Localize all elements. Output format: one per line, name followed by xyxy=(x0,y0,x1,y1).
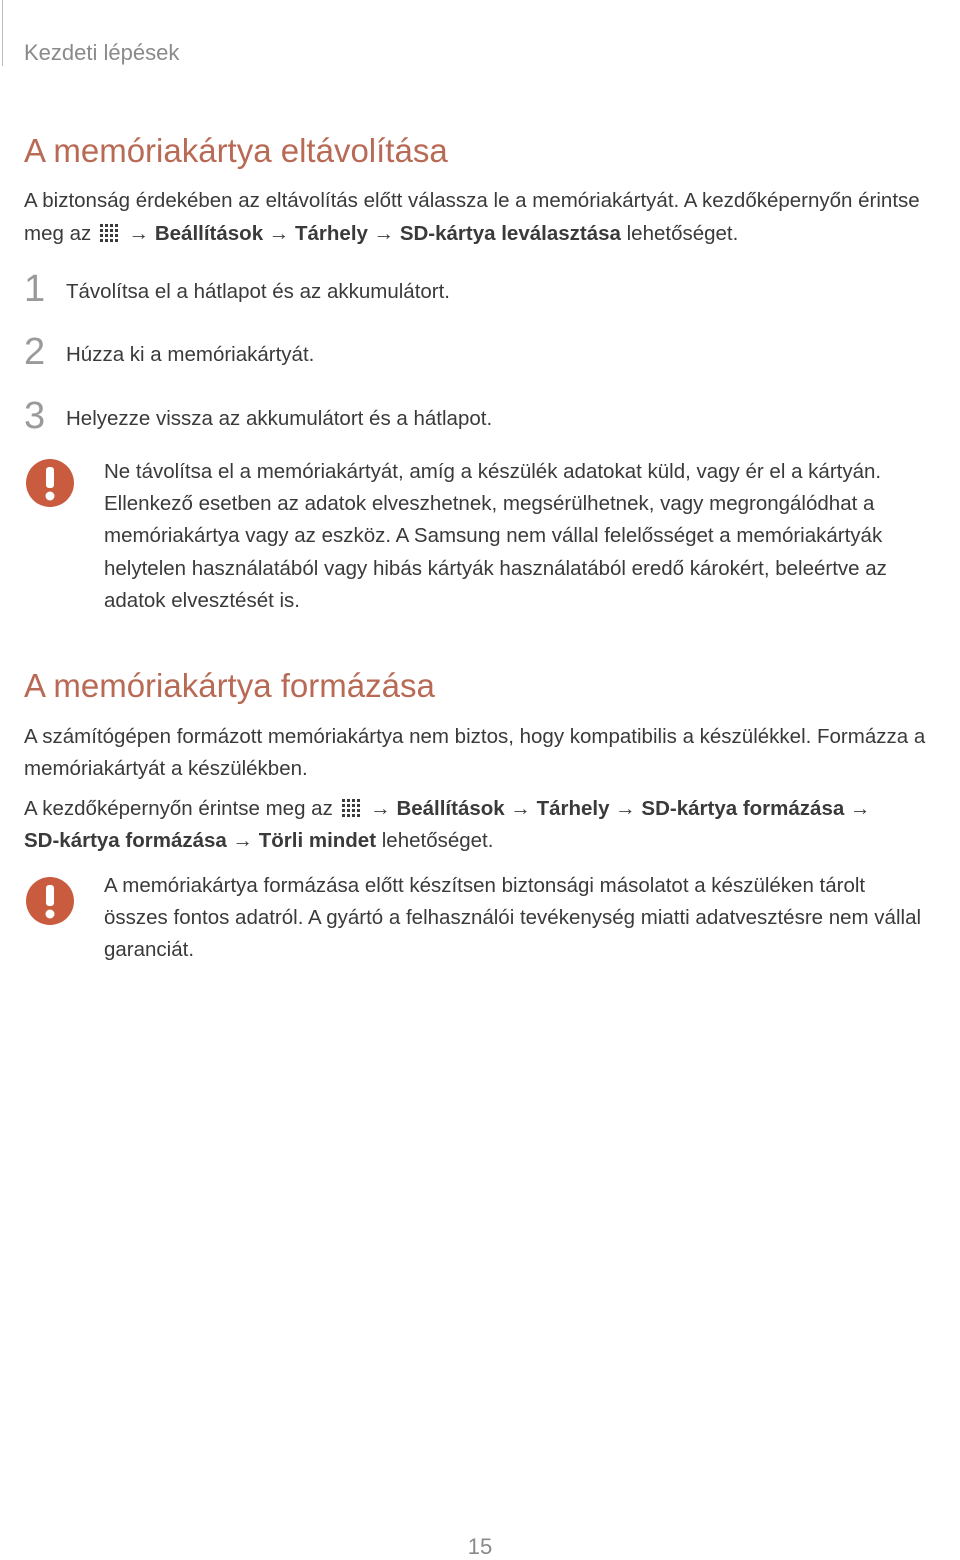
path-suffix: lehetőséget. xyxy=(381,829,494,852)
path-erase-all: Törli mindet xyxy=(258,829,377,852)
path-unmount: SD-kártya leválasztása xyxy=(399,222,621,245)
section2-intro-line2: memóriakártyát a készülékben. xyxy=(24,757,308,780)
step-text: Húzza ki a memóriakártyát. xyxy=(66,343,315,366)
warning-text-remove xyxy=(104,456,887,617)
intro-prefix: meg az xyxy=(24,222,92,245)
warning-line: összes fontos adatról. A gyártó a felhasználói tevékenység miatti adatvesztésre nem vállal xyxy=(104,906,922,930)
warning-line: adatok elvesztését is. xyxy=(104,588,300,612)
path-prefix: A kezdőképernyőn érintse meg az xyxy=(24,797,333,820)
warning-line: garanciát. xyxy=(104,938,195,962)
apps-grid-icon xyxy=(99,220,119,240)
warning-line: Ellenkező esetben az adatok elveszhetnek, megsérülhetnek, vagy megrongálódhat a xyxy=(104,492,875,516)
section2-path-line1 xyxy=(24,792,870,825)
path-settings: Beállítások xyxy=(154,222,264,245)
warning-icon xyxy=(24,457,76,509)
arrow-icon: → xyxy=(232,829,254,852)
page-number: 15 xyxy=(467,1534,493,1559)
arrow-icon: → xyxy=(128,222,150,245)
step-number: 1 xyxy=(24,268,46,310)
section1-intro-line1: A biztonság érdekében az eltávolítás előtt válassza le a memóriakártyát. A kezdőképernyőn érintse xyxy=(24,189,920,212)
warning-icon xyxy=(24,875,76,927)
apps-grid-icon xyxy=(341,795,361,815)
chapter-header: Kezdeti lépések xyxy=(24,40,180,65)
step-text: Távolítsa el a hátlapot és az akkumulátort. xyxy=(66,280,451,303)
arrow-icon: → xyxy=(268,222,290,245)
section2-intro-line1: A számítógépen formázott memóriakártya nem biztos, hogy kompatibilis a készülékkel. Formázza a xyxy=(24,725,926,748)
warning-line: memóriakártya vagy az eszköz. A Samsung nem vállal felelősséget a memóriakártyák xyxy=(104,524,883,548)
arrow-icon: → xyxy=(849,797,871,820)
path-storage: Tárhely xyxy=(295,222,368,245)
step-number: 3 xyxy=(24,395,46,437)
warning-text-format xyxy=(104,870,921,967)
path-settings: Beállítások xyxy=(396,797,505,820)
arrow-icon: → xyxy=(370,797,391,820)
intro-suffix: lehetőséget. xyxy=(626,222,739,245)
path-format-confirm: SD-kártya formázása xyxy=(24,829,227,852)
section-title-remove-card: A memóriakártya eltávolítása xyxy=(24,132,448,169)
arrow-icon: → xyxy=(510,797,531,820)
warning-line: helytelen használatából vagy hibás kártyák használatából eredő károkért, beleértve az xyxy=(104,556,887,580)
path-format: SD-kártya formázása xyxy=(641,797,845,820)
section-title-format-card: A memóriakártya formázása xyxy=(24,667,435,704)
arrow-icon: → xyxy=(373,222,395,245)
section1-intro-line2 xyxy=(24,217,738,250)
warning-line: A memóriakártya formázása előtt készítsen biztonsági másolatot a készüléken tárolt xyxy=(104,874,866,897)
arrow-icon: → xyxy=(615,797,636,820)
path-storage: Tárhely xyxy=(536,797,610,820)
section2-path-line2 xyxy=(24,824,493,857)
step-text: Helyezze vissza az akkumulátort és a hátlapot. xyxy=(66,407,493,430)
page-edge-rule xyxy=(2,0,3,66)
step-number: 2 xyxy=(24,331,46,373)
warning-line: Ne távolítsa el a memóriakártyát, amíg a készülék adatokat küld, vagy ér el a kártyán. xyxy=(104,460,882,483)
